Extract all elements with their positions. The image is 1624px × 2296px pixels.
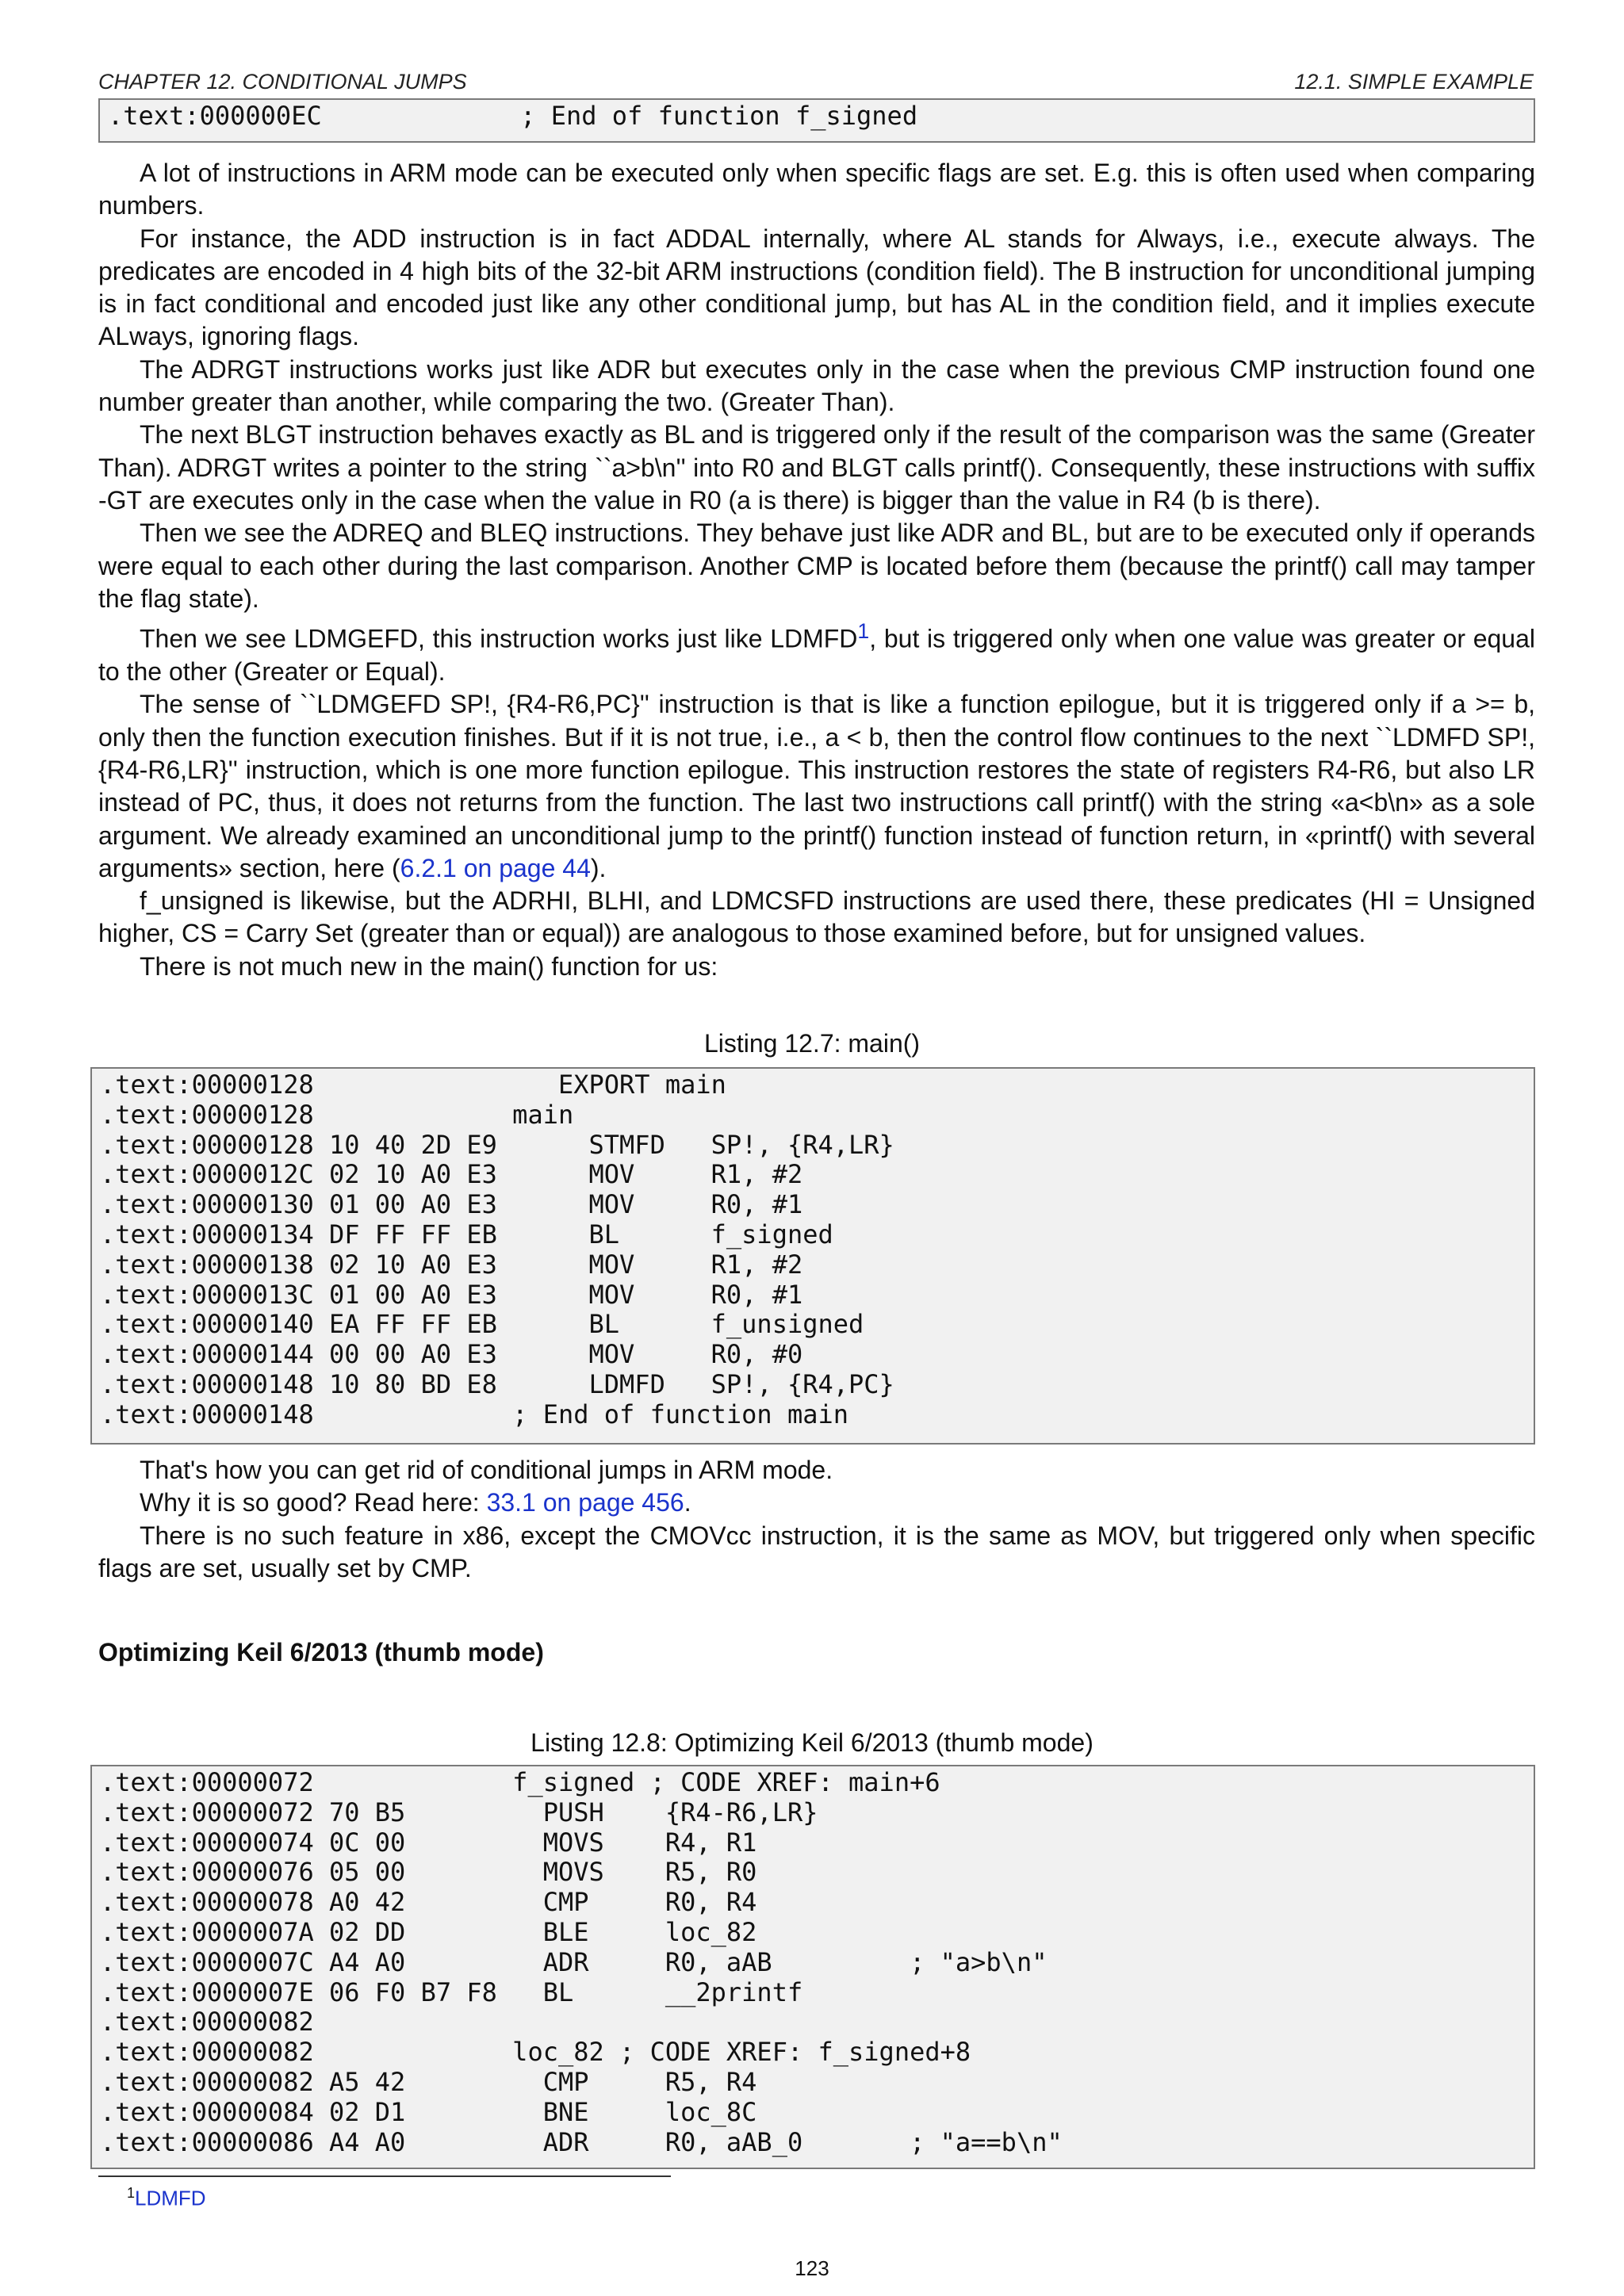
- paragraph: f_unsigned is likewise, but the ADRHI, BLHI, and LDMCSFD instructions are used there, these predicates (HI = Unsigned higher, CS = Carry Set (greater than or equal)) are analogous to those examined before, but for unsigned values.: [98, 886, 1535, 948]
- paragraph-text: The sense of ``LDMGEFD SP!, {R4-R6,PC}'' instruction is that is like a function epilogue, but it is triggered only if a >= b, only then the function execution finishes. But if it is not true, i.e., a < b, then the control flow continues to the next ``LDMFD SP!, {R4-R6,LR}'' instruction, which is one more function epilogue. This instruction restores the state of registers R4-R6, but also LR instead of PC, thus, it does not returns from the function. The last two instructions call printf() with the string «a<b\n» as a sole argument. We already examined an unconditional jump to the printf() function instead of function return, in «printf() with several arguments» section, here (: [98, 690, 1535, 882]
- section-title: 12.1. SIMPLE EXAMPLE: [1294, 70, 1534, 94]
- code-line: .text:00000128 EXPORT main: [100, 1070, 726, 1100]
- body-text-block-1: [98, 157, 1535, 983]
- page-number: 123: [795, 2256, 829, 2280]
- code-line: .text:00000078 A0 42 CMP R0, R4: [100, 1887, 757, 1918]
- code-listing-main: [90, 1067, 1535, 1445]
- code-line: .text:00000072 70 B5 PUSH {R4-R6,LR}: [100, 1797, 818, 1827]
- paragraph: Then we see the ADREQ and BLEQ instructions. They behave just like ADR and BL, but are to be executed only if operands were equal to each other during the last comparison. Another CMP is located before them (because the printf() call may tamper the flag state).: [98, 519, 1535, 613]
- page-header: [98, 67, 1534, 98]
- paragraph-text: , but is triggered only when one value was greater or equal to the other (Greater or Equal).: [98, 624, 1536, 687]
- code-line: .text:0000007C A4 A0 ADR R0, aAB ; "a>b\n": [100, 1946, 1048, 1977]
- paragraph: The ADRGT instructions works just like ADR but executes only in the case when the previous CMP instruction found one number greater than another, while comparing the two. (Greater Than).: [98, 354, 1535, 417]
- paragraph: There is not much new in the main() function for us:: [140, 951, 718, 981]
- code-line: .text:00000074 0C 00 MOVS R4, R1: [100, 1827, 757, 1858]
- code-line: .text:00000084 02 D1 BNE loc_8C: [100, 2096, 757, 2127]
- code-line: .text:0000012C 02 10 A0 E3 MOV R1, #2: [100, 1159, 803, 1190]
- code-line: .text:000000EC ; End of function f_signed: [108, 101, 918, 131]
- code-listing-thumb: [90, 1765, 1535, 2169]
- chapter-title: CHAPTER 12. CONDITIONAL JUMPS: [98, 70, 467, 94]
- code-line: .text:00000134 DF FF FF EB BL f_signed: [100, 1219, 833, 1249]
- code-line: .text:00000140 EA FF FF EB BL f_unsigned: [100, 1309, 864, 1340]
- code-line: .text:0000013C 01 00 A0 E3 MOV R0, #1: [100, 1279, 803, 1310]
- listing-caption: Listing 12.8: Optimizing Keil 6/2013 (thumb mode): [530, 1728, 1094, 1757]
- paragraph-text: Why it is so good? Read here:: [140, 1488, 487, 1517]
- code-line: .text:00000072 f_signed ; CODE XREF: main+6: [100, 1767, 940, 1797]
- footnote-number: 1: [127, 2185, 136, 2201]
- body-text-block-2: [98, 1454, 1535, 1585]
- paragraph: For instance, the ADD instruction is in fact ADDAL internally, where AL stands for Always, i.e., execute always. The predicates are encoded in 4 high bits of the 32-bit ARM instructions (condition field). The B instruction for unconditional jumping is in fact conditional and encoded just like any other conditional jump, but has AL in the condition field, and it implies execute ALways, ignoring flags.: [98, 224, 1535, 351]
- code-line: .text:00000086 A4 A0 ADR R0, aAB_0 ; "a==b\n": [100, 2126, 1063, 2157]
- code-line: .text:00000082 loc_82 ; CODE XREF: f_signed+8: [100, 2037, 971, 2068]
- code-line: .text:00000082: [100, 2007, 314, 2038]
- section-subheading: Optimizing Keil 6/2013 (thumb mode): [98, 1638, 544, 1667]
- code-line: .text:00000144 00 00 A0 E3 MOV R0, #0: [100, 1339, 803, 1370]
- paragraph: There is no such feature in x86, except the CMOVcc instruction, it is the same as MOV, but triggered only when specific flags are set, usually set by CMP.: [98, 1521, 1535, 1582]
- paragraph-text: Then we see LDMGEFD, this instruction works just like LDMFD: [140, 624, 858, 653]
- code-line: .text:00000138 02 10 A0 E3 MOV R1, #2: [100, 1249, 803, 1280]
- footnote-link[interactable]: LDMFD: [135, 2186, 206, 2210]
- footnote-ref-link[interactable]: 1: [857, 619, 870, 644]
- code-line: .text:00000128 main: [100, 1099, 574, 1130]
- paragraph: That's how you can get rid of conditional jumps in ARM mode.: [140, 1456, 833, 1484]
- code-line: .text:00000148 10 80 BD E8 LDMFD SP!, {R4,PC}: [100, 1368, 894, 1399]
- code-line: .text:0000007E 06 F0 B7 F8 BL __2printf: [100, 1976, 803, 2007]
- code-line: .text:00000128 10 40 2D E9 STMFD SP!, {R4,LR}: [100, 1129, 894, 1160]
- paragraph: [98, 688, 1535, 885]
- code-line: .text:00000076 05 00 MOVS R5, R0: [100, 1857, 757, 1888]
- code-fragment-top: [98, 98, 1535, 143]
- paragraph: The next BLGT instruction behaves exactly as BL and is triggered only if the result of the comparison was the same (Greater Than). ADRGT writes a pointer to the string ``a>b\n'' into R0 and BLGT calls printf(). Consequently, these instructions with suffix -GT are executes only in the case when the value in R0 (a is there) is bigger than the value in R4 (b is there).: [98, 420, 1535, 515]
- listing-caption: Listing 12.7: main(): [703, 1029, 921, 1058]
- cross-reference-link[interactable]: 33.1 on page 456: [486, 1488, 684, 1517]
- code-line: .text:00000082 A5 42 CMP R5, R4: [100, 2066, 757, 2097]
- paragraph-text: ).: [590, 853, 607, 882]
- paragraph: [98, 1487, 1535, 1519]
- paragraph: A lot of instructions in ARM mode can be executed only when specific flags are set. E.g. this is often used when comparing numbers.: [98, 159, 1535, 220]
- cross-reference-link[interactable]: 6.2.1 on page 44: [400, 853, 591, 882]
- code-line: .text:00000130 01 00 A0 E3 MOV R0, #1: [100, 1189, 803, 1220]
- footnote: [127, 2185, 206, 2211]
- code-line: .text:0000007A 02 DD BLE loc_82: [100, 1916, 757, 1947]
- paragraph-text: .: [684, 1488, 691, 1517]
- footnote-divider: [98, 2175, 671, 2177]
- paragraph: [98, 615, 1535, 688]
- code-line: .text:00000148 ; End of function main: [100, 1399, 849, 1429]
